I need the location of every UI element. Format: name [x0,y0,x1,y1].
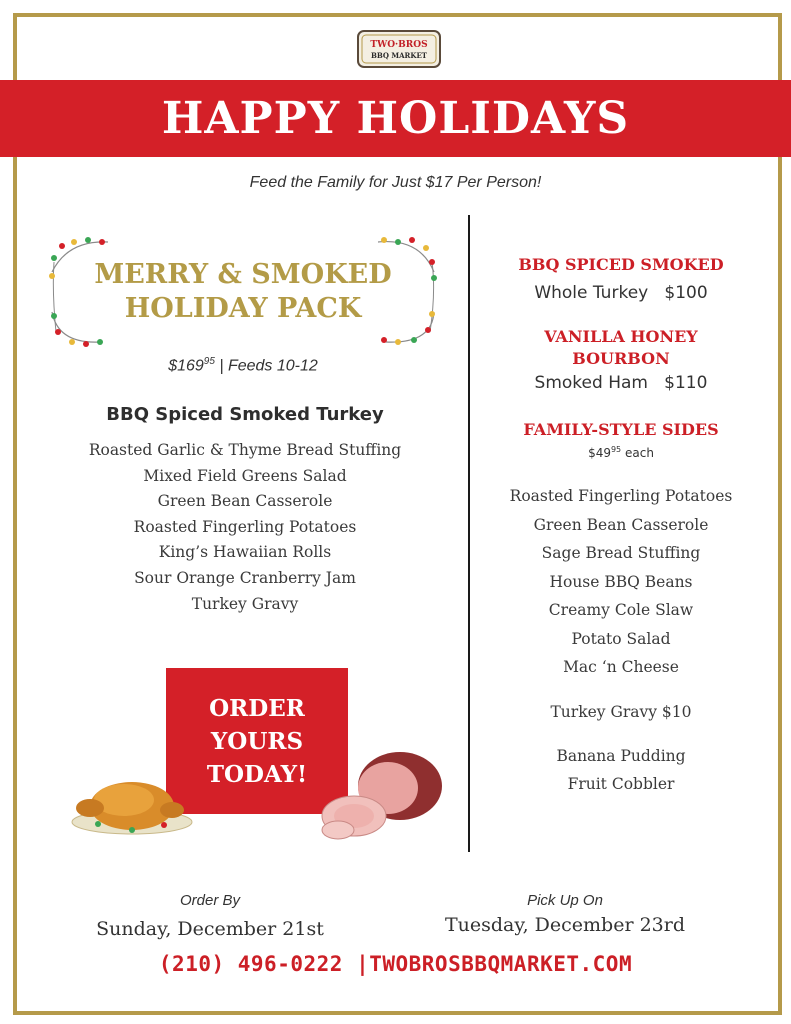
ham-heading-line1: VANILLA HONEY [544,327,698,346]
pack-price-cents: 95 [203,356,215,367]
sides-price [470,445,772,460]
list-item: Roasted Fingerling Potatoes [133,517,357,536]
sides-price-cents: 95 [610,445,622,454]
ham-heading [470,326,772,370]
holiday-banner [0,80,791,157]
pack-title-line2: HOLIDAY PACK [124,293,362,324]
logo-line2: BBQ MARKET [371,51,427,60]
order-by-date: Sunday, December 21st [96,918,324,940]
phone-number[interactable]: (210) 496-0222 [158,952,343,976]
order-by-label: Order By [179,892,240,909]
dessert-item: Banana Pudding [556,747,686,765]
sides-price-each: each [624,446,654,460]
list-item: Sour Orange Cranberry Jam [134,568,356,587]
list-item: King’s Hawaiian Rolls [158,543,332,562]
list-item: Green Bean Casserole [533,515,709,534]
ham-heading-line2: BOURBON [572,349,670,368]
website-link[interactable]: |TWOBROSBBQMARKET.COM [356,952,633,976]
smoked-ham-image [318,746,446,842]
sides-price-main: $49 [588,446,611,460]
whole-turkey-price: Whole Turkey $100 [534,283,708,303]
list-item: Potato Salad [571,629,671,648]
logo-line1: TWO·BROS [370,40,428,50]
list-item: Mixed Field Greens Salad [143,466,347,485]
list-item: House BBQ Beans [549,572,693,591]
pack-price-main: $169 [168,357,204,375]
pickup-label: Pick Up On [527,892,603,909]
list-item: Sage Bread Stuffing [541,544,701,562]
list-item: Roasted Fingerling Potatoes [509,487,733,505]
pack-price [48,356,438,375]
turkey-heading: BBQ SPICED SMOKED [518,255,724,274]
list-item: Turkey Gravy [191,594,299,613]
two-bros-logo [356,29,442,69]
roast-turkey-image [68,752,196,838]
dessert-item: Fruit Cobbler [567,775,675,793]
pack-feeds: | Feeds 10-12 [219,357,318,375]
list-item: Roasted Garlic & Thyme Bread Stuffing [88,441,402,459]
banner-title: HAPPY HOLIDAYS [161,93,630,144]
contact-line [0,952,791,976]
list-item: Green Bean Casserole [157,492,333,511]
pack-items-list [48,438,442,617]
tagline: Feed the Family for Just $17 Per Person! [249,174,542,191]
pack-main-item: BBQ Spiced Smoked Turkey [106,404,384,425]
pickup-date: Tuesday, December 23rd [444,914,685,936]
sides-heading: FAMILY-STYLE SIDES [523,420,719,439]
pack-title-line1: MERRY & SMOKED [94,259,392,290]
list-item: Mac ‘n Cheese [563,658,679,676]
holiday-pack-title [48,258,438,326]
sides-list [470,482,772,682]
turkey-gravy-price: Turkey Gravy $10 [550,703,692,721]
list-item: Creamy Cole Slaw [548,601,694,619]
smoked-ham-price: Smoked Ham $110 [534,373,708,393]
order-today-text: ORDER YOURS TODAY! [206,694,308,788]
